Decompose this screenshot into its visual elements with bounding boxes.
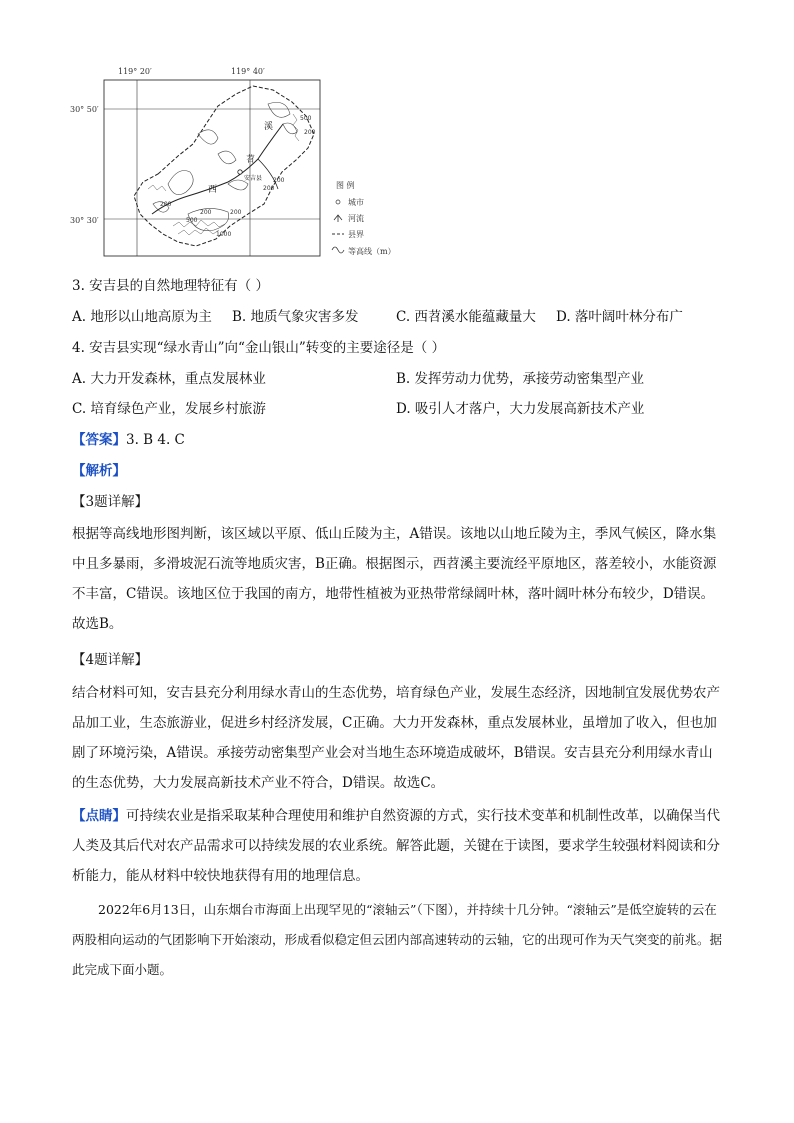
contour-label: 200: [230, 209, 242, 216]
material-paragraph: 2022年6月13日，山东烟台市海面上出现罕见的“滚轴云”（下图），并持续十几分钟。“滚轴云”是低空旋转的云在两股相向运动的气团影响下开始滚动，形成看似稳定但云团内部高速转动的云轴，它的出现可作为天气突变的前兆。据此完成下面小题。: [72, 902, 723, 977]
contour-label: 200: [263, 185, 275, 192]
analysis-tag: 【解析】: [72, 463, 126, 479]
lat-label-1: 30° 50′: [70, 105, 99, 114]
detail-4-text: 结合材料可知，安吉县充分利用绿水青山的生态优势，培育绿色产业，发展生态经济，因地制宜发展优势农产品加工业，生态旅游业，促进乡村经济发展，C正确。大力开发森林，重点发展林业，虽增加了收入，但也加剧了环境污染，A错误。承接劳动密集型产业会对当地生态环境造成破坏，B错误。安吉县充分利用绿水青山的生态优势，大力发展高新技术产业不符合，D错误。故选C。: [72, 685, 720, 791]
q3-option-b: B. 地质气象灾害多发: [232, 309, 359, 325]
tip-tag: 【点睛】: [72, 808, 126, 824]
contour-label: 500: [300, 115, 312, 122]
contour-label: 1000: [216, 231, 232, 238]
place-label-xi: 西: [208, 185, 218, 195]
legend-item-border: 县界: [348, 230, 364, 239]
map-frame: [104, 80, 320, 256]
contour-label: 200: [200, 209, 212, 216]
contour-label: 500: [186, 217, 198, 224]
contour-label: 200: [304, 129, 316, 136]
legend-item-contour: 等高线（m）: [348, 247, 396, 256]
lat-label-2: 30° 30′: [70, 216, 99, 225]
answer-line: [72, 430, 185, 450]
q4-option-b: B. 发挥劳动力优势，承接劳动密集型产业: [396, 371, 645, 387]
legend-item-city: 城市: [348, 198, 364, 207]
tip-paragraph: [72, 801, 724, 891]
q3-option-d: D. 落叶阔叶林分布广: [556, 309, 683, 325]
lon-label-1: 119° 20′: [118, 67, 152, 76]
tip-text: 可持续农业是指采取某种合理使用和维护自然资源的方式，实行技术变革和机制性改革，以确保当代人类及其后代对农产品需求可以持续发展的农业系统。解答此题，关键在于读图，要求学生较强材料阅读和分析能力，能从材料中较快地获得有用的地理信息。: [72, 808, 720, 884]
detail-3-text: 根据等高线地形图判断，该区域以平原、低山丘陵为主，A错误。该地以山地丘陵为主，季风气候区，降水集中且多暴雨，多滑坡泥石流等地质灾害，B正确。根据图示，西苕溪主要流经平原地区，落差较小，水能资源不丰富，C错误。该地区位于我国的南方，地带性植被为亚热带常绿阔叶林，落叶阔叶林分布较少，D错误。故选B。: [72, 526, 717, 632]
q4-option-c: C. 培育绿色产业，发展乡村旅游: [72, 401, 266, 417]
city-marker: [238, 170, 242, 174]
lon-label-2: 119° 40′: [231, 67, 265, 76]
question-4-stem: 4. 安吉县实现“绿水青山”向“金山银山”转变的主要途径是（ ）: [72, 340, 446, 356]
q3-option-c: C. 西苕溪水能蕴藏量大: [396, 309, 536, 325]
contour-label: 200: [273, 177, 285, 184]
place-label-anji: 安吉县: [244, 175, 263, 182]
contour-map-figure: [68, 64, 408, 264]
county-border: [134, 86, 314, 246]
answer-text: 3. B 4. C: [126, 432, 185, 448]
detail-3-heading: 【3题详解】: [72, 494, 149, 510]
legend-title: 图 例: [336, 181, 355, 190]
detail-4-heading: 【4题详解】: [72, 652, 149, 668]
place-label-tiao: 苕: [246, 155, 256, 165]
legend-item-river: 河流: [348, 214, 364, 223]
place-label-xi-creek: 溪: [264, 122, 274, 132]
question-3-stem: 3. 安吉县的自然地理特征有（ ）: [72, 278, 269, 294]
contour-label: 200: [160, 201, 172, 208]
q3-option-a: A. 地形以山地高原为主: [72, 309, 212, 325]
answer-tag: 【答案】: [72, 432, 126, 448]
q4-option-a: A. 大力开发森林，重点发展林业: [72, 371, 266, 387]
q4-option-d: D. 吸引人才落户，大力发展高新技术产业: [396, 401, 645, 417]
